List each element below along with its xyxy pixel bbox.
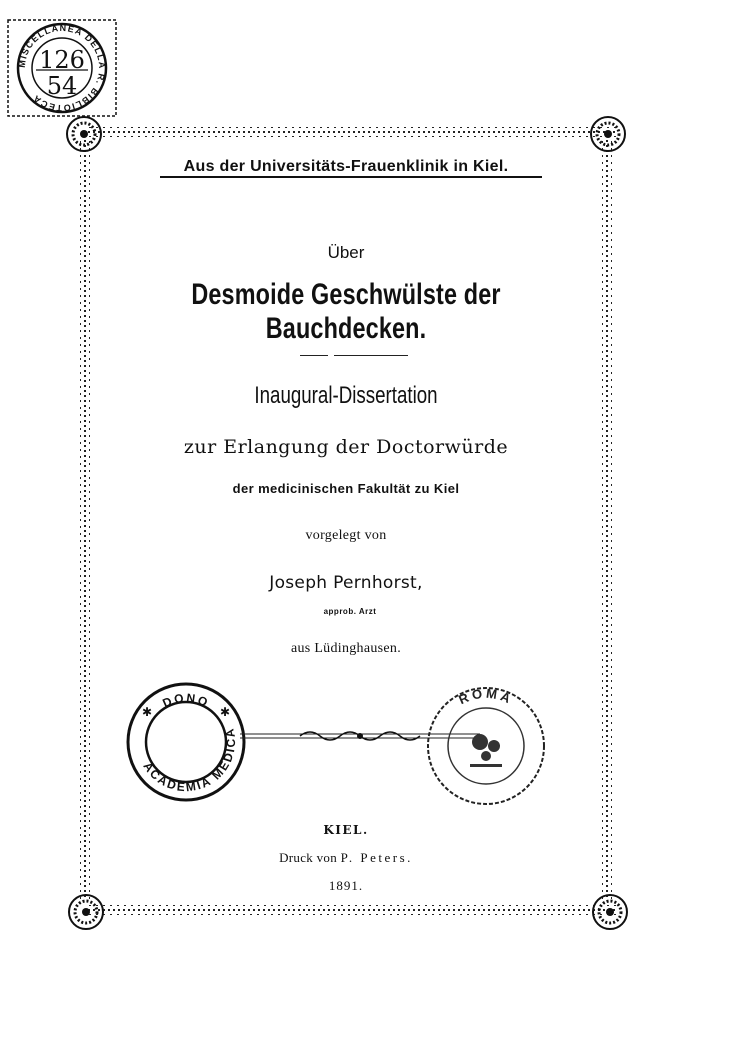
frame-border-left [80,140,90,900]
frame-border-right [602,140,612,900]
library-shelf-subnumber: 54 [46,72,78,100]
printer-name: P. Peters. [340,850,413,865]
document-type: Inaugural-Dissertation [254,382,438,409]
svg-text:ACADEMIA MEDICA: ACADEMIA MEDICA [140,725,239,795]
svg-text:ROMA: ROMA [456,685,516,708]
presented-by-line: vorgelegt von [305,528,387,543]
frame-border-top [88,127,618,137]
title-divider [334,355,408,356]
author-origin: aus Lüdinghausen. [290,641,402,656]
corner-rosette-icon [590,892,630,932]
dissertation-title: Desmoide Geschwülste der Bauchdecken. [191,278,501,345]
svg-text:✱: ✱ [220,705,231,719]
corner-rosette-icon [588,114,628,154]
corner-rosette-icon [66,892,106,932]
svg-text:MISCELLANEA DELLA R. BIBLIOTEC: MISCELLANEA DELLA R. BIBLIOTECA [16,22,108,114]
purpose-line: zur Erlangung der Doctorwürde [183,436,509,458]
frame-border-bottom [88,905,618,915]
svg-text:DONO: DONO [160,690,212,711]
printer-prefix: Druck von [279,850,338,865]
svg-text:✱: ✱ [142,705,153,719]
corner-rosette-icon [64,114,104,154]
academia-medica-stamp-icon [124,680,248,804]
printer-line [96,850,596,866]
library-shelf-number: 126 [39,46,85,74]
institution-header: Aus der Universitäts-Frauenklinik in Kiel. [183,158,509,175]
title-divider [300,355,328,356]
roma-stamp-icon [422,684,550,808]
header-underline [160,176,542,178]
title-preposition: Über [327,243,365,262]
faculty-line: der medicinischen Fakultät zu Kiel [232,481,460,496]
publication-year: 1891. [328,878,364,893]
publication-place: KIEL. [323,823,369,837]
author-name: Joseph Pernhorst, [269,573,423,593]
library-stamp [6,18,118,118]
author-qualification: approb. Arzt [323,607,377,616]
